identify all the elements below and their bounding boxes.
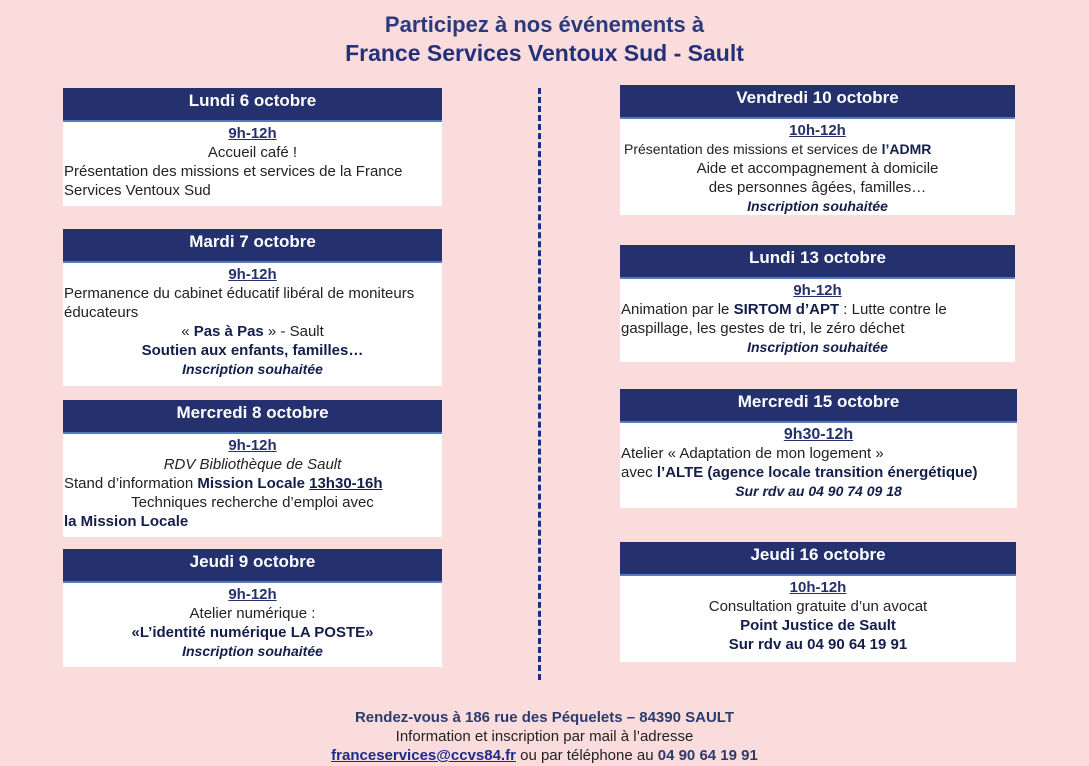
event-card-jeudi-16 (620, 542, 1016, 662)
event-text: Techniques recherche d’emploi avec (131, 494, 374, 511)
event-time: 9h30-12h (783, 426, 854, 443)
event-time: 9h-12h (228, 266, 277, 283)
event-text: Accueil café ! (207, 144, 298, 161)
event-card-mercredi-15 (620, 389, 1017, 508)
event-time-extra: 13h30-16h (309, 475, 383, 492)
event-day: Lundi 6 octobre (63, 88, 442, 122)
event-appointment: Sur rdv au 04 90 74 09 18 (735, 483, 902, 499)
event-text-bold: «L’identité numérique LA POSTE» (131, 624, 374, 641)
footer-address: Rendez-vous à 186 rue des Péquelets – 84390 SAULT (354, 709, 735, 726)
event-text: avec (621, 464, 657, 481)
event-text: Présentation des missions et services de la France (64, 163, 403, 180)
event-time: 10h-12h (789, 579, 847, 596)
event-text: Atelier « Adaptation de mon logement » (621, 445, 884, 462)
event-text: Permanence du cabinet éducatif libéral de moniteurs (64, 285, 415, 302)
event-text: Aide et accompagnement à domicile (696, 160, 939, 177)
event-text: » - Sault (263, 323, 324, 340)
event-text: « (181, 323, 194, 340)
event-card-mercredi-8 (63, 400, 442, 537)
event-text: : Lutte contre le (839, 301, 947, 318)
event-text: éducateurs (64, 304, 139, 321)
event-text-bold: Soutien aux enfants, familles… (141, 342, 364, 359)
event-registration: Inscription souhaitée (182, 643, 323, 659)
page-title-line1: Participez à nos événements à (384, 12, 705, 37)
event-text: Présentation des missions et services de (624, 141, 882, 157)
event-text-bold: SIRTOM d’APT (733, 301, 840, 318)
event-time: 9h-12h (228, 125, 277, 142)
event-text-bold: l’ALTE (agence locale transition énergétique) (656, 464, 978, 481)
event-text-bold: Pas à Pas (193, 323, 264, 340)
event-time: 9h-12h (228, 586, 277, 603)
event-card-lundi-6 (63, 88, 442, 206)
event-day: Mardi 7 octobre (63, 229, 442, 263)
event-text: Services Ventoux Sud (64, 182, 211, 199)
event-card-vendredi-10 (620, 85, 1015, 215)
event-time: 9h-12h (793, 282, 842, 299)
event-text: des personnes âgées, familles… (708, 179, 927, 196)
event-day: Lundi 13 octobre (620, 245, 1015, 279)
event-registration: Inscription souhaitée (747, 198, 888, 214)
footer-info: Information et inscription par mail à l’adresse (395, 728, 694, 745)
event-time: 10h-12h (789, 122, 846, 139)
event-day: Mercredi 8 octobre (63, 400, 442, 434)
page-title-line2: France Services Ventoux Sud - Sault (345, 40, 744, 66)
event-card-jeudi-9 (63, 549, 442, 667)
footer-phone: 04 90 64 19 91 (657, 747, 758, 764)
footer-phone-label: ou par téléphone au (515, 747, 658, 764)
event-day: Vendredi 10 octobre (620, 85, 1015, 119)
event-text: Consultation gratuite d’un avocat (708, 598, 928, 615)
event-text: Animation par le (621, 301, 734, 318)
event-day: Mercredi 15 octobre (620, 389, 1017, 423)
event-text: Stand d’information (64, 475, 198, 492)
event-time: 9h-12h (228, 437, 277, 454)
event-day: Jeudi 16 octobre (620, 542, 1016, 576)
event-registration: Inscription souhaitée (182, 361, 323, 377)
center-divider (538, 88, 541, 680)
event-text: gaspillage, les gestes de tri, le zéro déchet (621, 320, 905, 337)
footer-email-link[interactable]: franceservices@ccvs84.fr (331, 747, 516, 764)
event-card-mardi-7 (63, 229, 442, 386)
event-text-bold: Point Justice de Sault (740, 617, 896, 634)
event-appointment: Sur rdv au 04 90 64 19 91 (728, 636, 908, 653)
event-registration: Inscription souhaitée (747, 339, 888, 355)
event-text-bold: l’ADMR (881, 141, 932, 157)
event-text: Atelier numérique : (189, 605, 316, 622)
event-day: Jeudi 9 octobre (63, 549, 442, 583)
event-text-bold: la Mission Locale (64, 513, 189, 530)
event-text-bold: Mission Locale (197, 475, 305, 492)
event-card-lundi-13 (620, 245, 1015, 362)
event-text: RDV Bibliothèque de Sault (163, 456, 342, 473)
